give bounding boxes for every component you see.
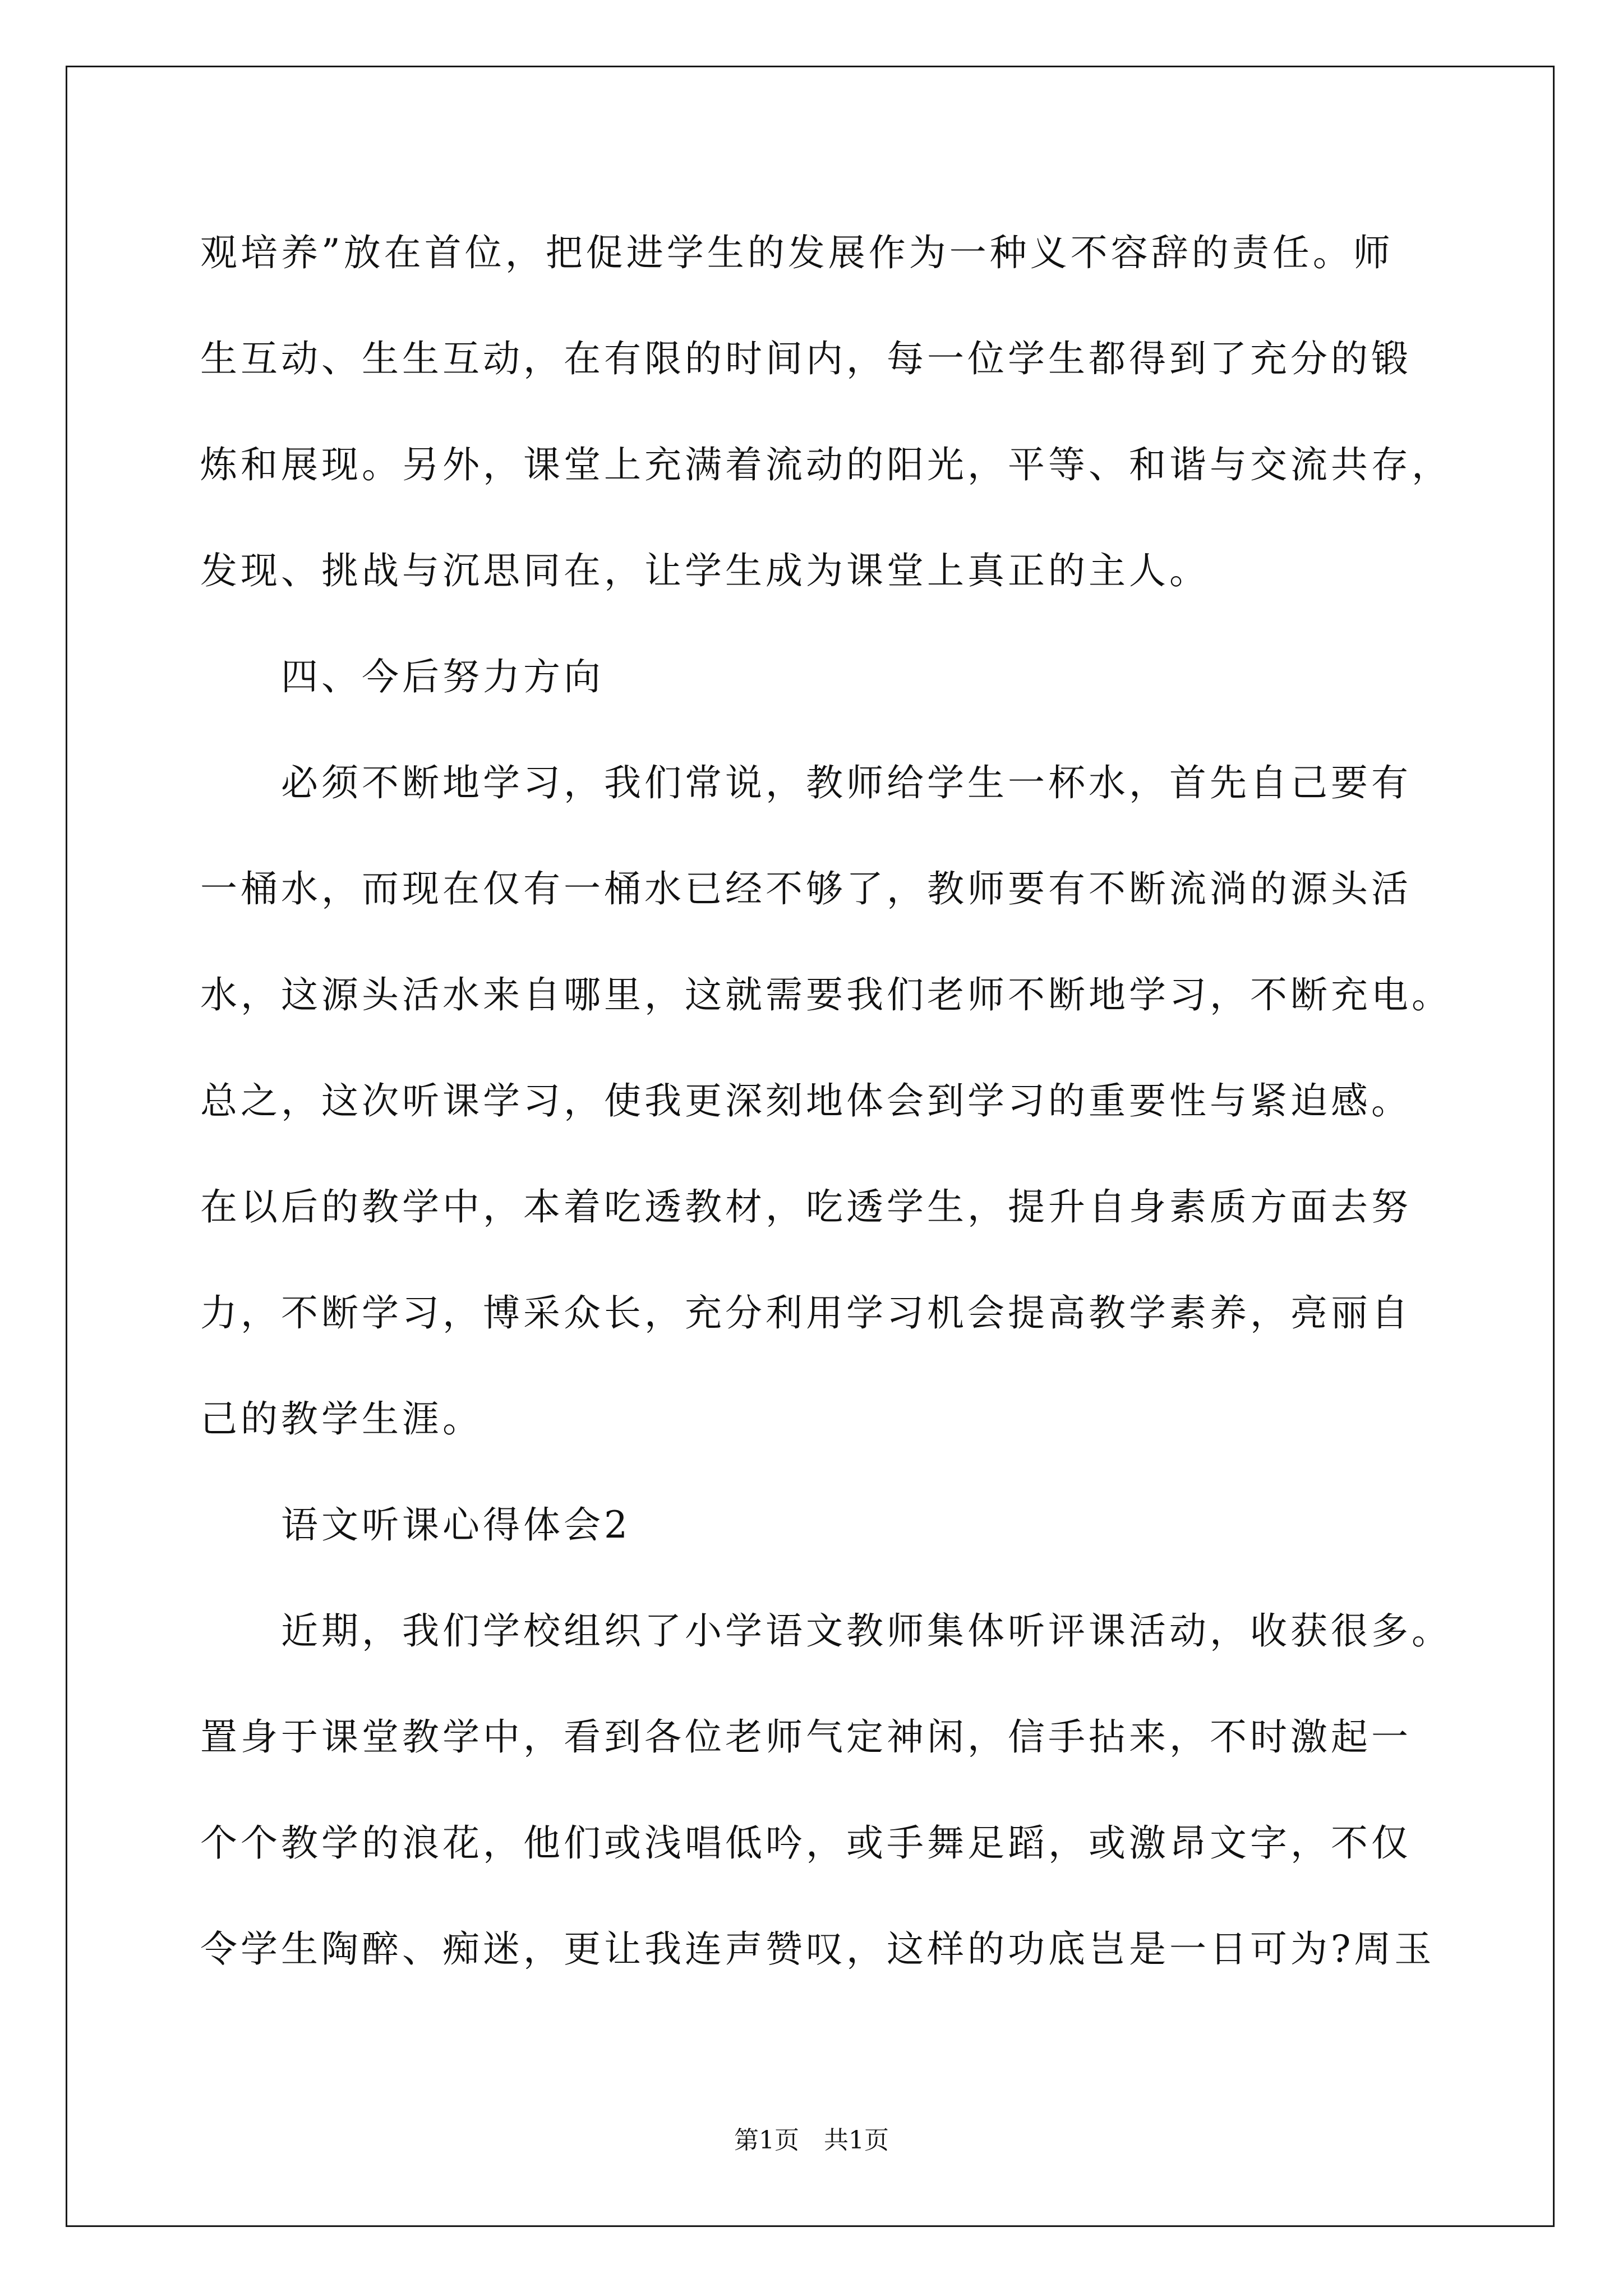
heading-text: 四、今后努力方向 — [281, 655, 604, 698]
paragraph-line: 一桶水，而现在仅有一桶水已经不够了，教师要有不断流淌的源头活 — [200, 867, 1412, 910]
paragraph-line: 力，不断学习，博采众长，充分利用学习机会提高教学素养，亮丽自 — [200, 1291, 1412, 1335]
paragraph-line: 水，这源头活水来自哪里，这就需要我们老师不断地学习，不断充电。 — [200, 973, 1452, 1016]
paragraph-line: 令学生陶醉、痴迷，更让我连声赞叹，这样的功底岂是一日可为?周玉 — [200, 1927, 1435, 1971]
section-heading — [200, 624, 1524, 730]
paragraph — [200, 730, 1524, 1472]
paragraph-line: 观培养”放在首位，把促进学生的发展作为一种义不容辞的责任。师 — [200, 231, 1394, 274]
page-footer: 第1页 共1页 — [734, 2126, 889, 2155]
heading-text: 语文听课心得体会2 — [281, 1503, 631, 1547]
paragraph-line: 近期，我们学校组织了小学语文教师集体听评课活动，收获很多。 — [281, 1609, 1452, 1653]
paragraph-line: 在以后的教学中，本着吃透教材，吃透学生，提升自身素质方面去努 — [200, 1185, 1412, 1228]
paragraph-line: 必须不断地学习，我们常说，教师给学生一杯水，首先自己要有 — [281, 761, 1412, 804]
paragraph — [200, 200, 1524, 624]
paragraph-line: 总之，这次听课学习，使我更深刻地体会到学习的重要性与紧迫感。 — [200, 1079, 1412, 1122]
paragraph-line: 己的教学生涯。 — [200, 1397, 483, 1441]
paragraph — [200, 1578, 1524, 2002]
section-heading — [200, 1472, 1524, 1578]
paragraph-line: 生互动、生生互动，在有限的时间内，每一位学生都得到了充分的锻 — [200, 337, 1412, 380]
paragraph-line: 炼和展现。另外，课堂上充满着流动的阳光，平等、和谐与交流共存， — [200, 443, 1452, 486]
paragraph-line: 个个教学的浪花，他们或浅唱低吟，或手舞足蹈，或激昂文字，不仅 — [200, 1821, 1412, 1865]
paragraph-line: 发现、挑战与沉思同在，让学生成为课堂上真正的主人。 — [200, 549, 1210, 592]
paragraph-line: 置身于课堂教学中，看到各位老师气定神闲，信手拈来，不时激起一 — [200, 1715, 1412, 1759]
document-body — [200, 200, 1524, 2002]
